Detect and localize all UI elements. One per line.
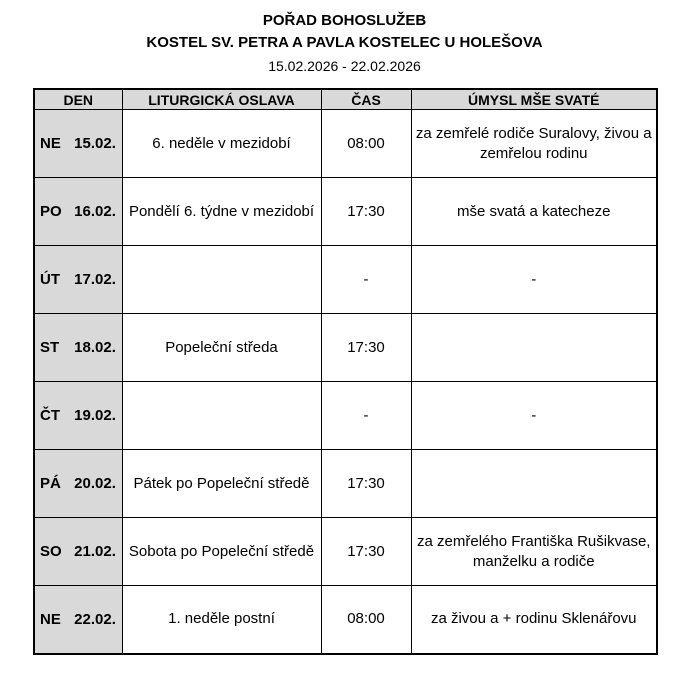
time-cell: 08:00: [321, 110, 411, 178]
time-cell: 08:00: [321, 586, 411, 654]
day-date: 20.02.: [74, 475, 116, 493]
col-header-cas: ČAS: [321, 89, 411, 110]
day-abbr: SO: [40, 543, 62, 561]
table-row: [34, 246, 657, 314]
day-cell: [34, 450, 122, 518]
day-abbr: ÚT: [40, 271, 60, 289]
document-header: [0, 10, 689, 76]
day-date: 15.02.: [74, 135, 116, 153]
table-row: [34, 518, 657, 586]
day-cell: [34, 178, 122, 246]
celebration-cell: [122, 246, 321, 314]
day-abbr: PO: [40, 203, 62, 221]
celebration-cell: 6. neděle v mezidobí: [122, 110, 321, 178]
page-subtitle: KOSTEL SV. PETRA A PAVLA KOSTELEC U HOLEŠOVA: [146, 33, 543, 51]
day-date: 21.02.: [74, 543, 116, 561]
intention-cell: za zemřelé rodiče Suralovy, živou a zemřelou rodinu: [411, 110, 657, 178]
intention-cell: -: [411, 246, 657, 314]
day-cell: [34, 586, 122, 654]
celebration-cell: Sobota po Popeleční středě: [122, 518, 321, 586]
day-abbr: ST: [40, 339, 60, 357]
day-cell: [34, 246, 122, 314]
celebration-cell: Pátek po Popeleční středě: [122, 450, 321, 518]
day-abbr: PÁ: [40, 475, 61, 493]
date-range: 15.02.2026 - 22.02.2026: [268, 57, 421, 74]
time-cell: -: [321, 382, 411, 450]
page-title: POŘAD BOHOSLUŽEB: [262, 12, 427, 29]
table-row: [34, 314, 657, 382]
schedule-table: [33, 88, 658, 655]
col-header-umysl-mse-svate: ÚMYSL MŠE SVATÉ: [411, 89, 657, 110]
day-date: 18.02.: [74, 339, 116, 357]
intention-cell: za zemřelého Františka Rušikvase, manželku a rodiče: [411, 518, 657, 586]
table-row: [34, 178, 657, 246]
table-row: [34, 382, 657, 450]
day-date: 16.02.: [74, 203, 116, 221]
time-cell: -: [321, 246, 411, 314]
intention-cell: za živou a + rodinu Sklenářovu: [411, 586, 657, 654]
day-cell: [34, 110, 122, 178]
day-date: 22.02.: [74, 611, 116, 629]
celebration-cell: 1. neděle postní: [122, 586, 321, 654]
intention-cell: mše svatá a katecheze: [411, 178, 657, 246]
intention-cell: [411, 450, 657, 518]
day-abbr: NE: [40, 611, 61, 629]
time-cell: 17:30: [321, 450, 411, 518]
table-row: [34, 450, 657, 518]
table-row: [34, 110, 657, 178]
col-header-liturgicka-oslava: LITURGICKÁ OSLAVA: [122, 89, 321, 110]
day-abbr: NE: [40, 135, 61, 153]
day-date: 19.02.: [74, 407, 116, 425]
day-cell: [34, 314, 122, 382]
time-cell: 17:30: [321, 314, 411, 382]
time-cell: 17:30: [321, 518, 411, 586]
day-cell: [34, 382, 122, 450]
day-abbr: ČT: [40, 407, 60, 425]
celebration-cell: Pondělí 6. týdne v mezidobí: [122, 178, 321, 246]
time-cell: 17:30: [321, 178, 411, 246]
table-row: [34, 586, 657, 654]
celebration-cell: [122, 382, 321, 450]
celebration-cell: Popeleční středa: [122, 314, 321, 382]
col-header-den: DEN: [34, 89, 122, 110]
intention-cell: -: [411, 382, 657, 450]
day-cell: [34, 518, 122, 586]
intention-cell: [411, 314, 657, 382]
table-header-row: [34, 89, 657, 110]
day-date: 17.02.: [74, 271, 116, 289]
